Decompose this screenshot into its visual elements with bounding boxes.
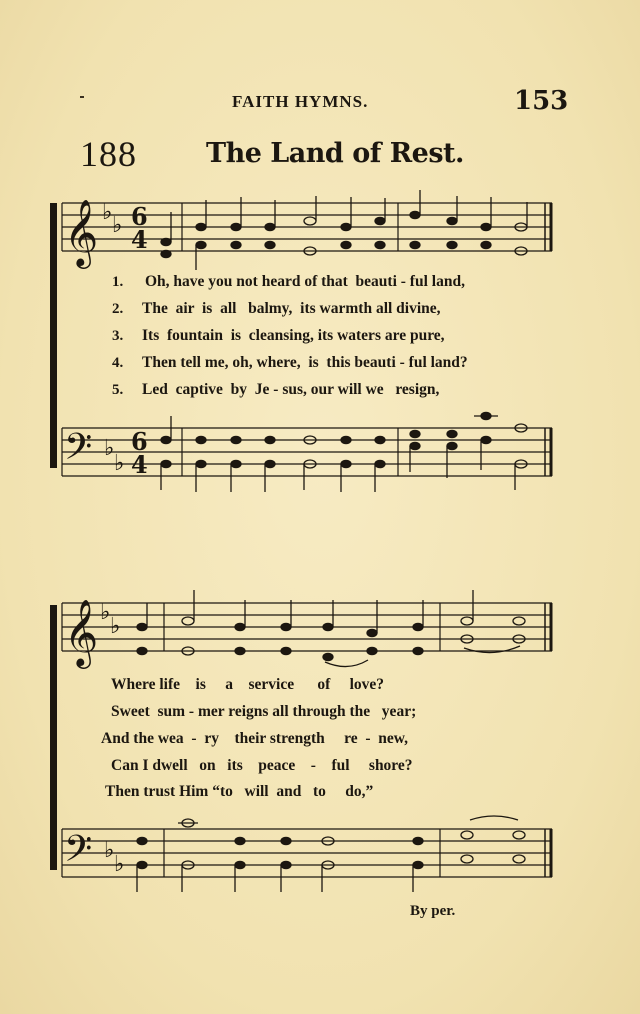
lyric-line: Sweet sum - mer reigns all through the year; (111, 703, 417, 720)
running-head: FAITH HYMNS. (232, 92, 369, 111)
flat-icon: ♭ (104, 436, 115, 461)
treble-staff-2 (62, 603, 552, 651)
hymn-number: 188 (80, 134, 137, 174)
lyric-line: And the wea - ry their strength re - new, (101, 730, 408, 747)
lyric-line: Oh, have you not heard of that beauti - ful land, (145, 273, 465, 290)
lyric-line: Can I dwell on its peace - ful shore? (111, 757, 413, 774)
bass-clef-icon: 𝄢 (64, 426, 93, 477)
bass-staff-2 (62, 829, 552, 877)
lyric-line: Its fountain is cleansing, its waters are pure, (142, 327, 445, 344)
treble-clef-icon: 𝄞 (64, 198, 99, 266)
time-sig-top: 6 (131, 427, 148, 456)
lyric-line: Then trust Him “to will and to do,” (105, 783, 374, 800)
treble-notes-1 (161, 190, 527, 270)
stanza-number: 3. (112, 328, 124, 344)
stanza-number: 2. (112, 301, 124, 317)
lyric-line: Where life is a service of love? (111, 676, 385, 693)
time-sig-top: 6 (131, 202, 148, 231)
flat-icon: ♭ (114, 451, 125, 476)
flat-icon: ♭ (112, 213, 123, 238)
flat-icon: ♭ (114, 852, 125, 877)
permission-credit: By per. (410, 903, 456, 919)
system-brace (50, 203, 57, 468)
flat-icon: ♭ (110, 614, 121, 639)
bass-notes-2 (137, 816, 525, 892)
lyric-line: The air is all balmy, its warmth all divine, (142, 300, 441, 317)
stanza-number: 5. (112, 382, 124, 398)
bass-clef-icon: 𝄢 (64, 828, 93, 879)
flat-icon: ♭ (100, 600, 111, 625)
flat-icon: ♭ (104, 838, 115, 863)
flat-icon: ♭ (102, 200, 113, 225)
lyric-line: Then tell me, oh, where, is this beauti - ful land? (142, 354, 468, 371)
time-sig-bottom: 4 (131, 450, 148, 479)
treble-clef-icon: 𝄞 (64, 598, 99, 666)
lyric-line: Led captive by Je - sus, our will we resign, (142, 381, 440, 398)
hymn-title: The Land of Rest. (206, 138, 464, 169)
stanza-number: 4. (112, 355, 124, 371)
system-brace (50, 605, 57, 870)
time-sig-bottom: 4 (131, 225, 148, 254)
stanza-number: 1. (112, 274, 124, 290)
treble-notes-2 (137, 590, 525, 667)
page-number: 153 (514, 86, 569, 116)
